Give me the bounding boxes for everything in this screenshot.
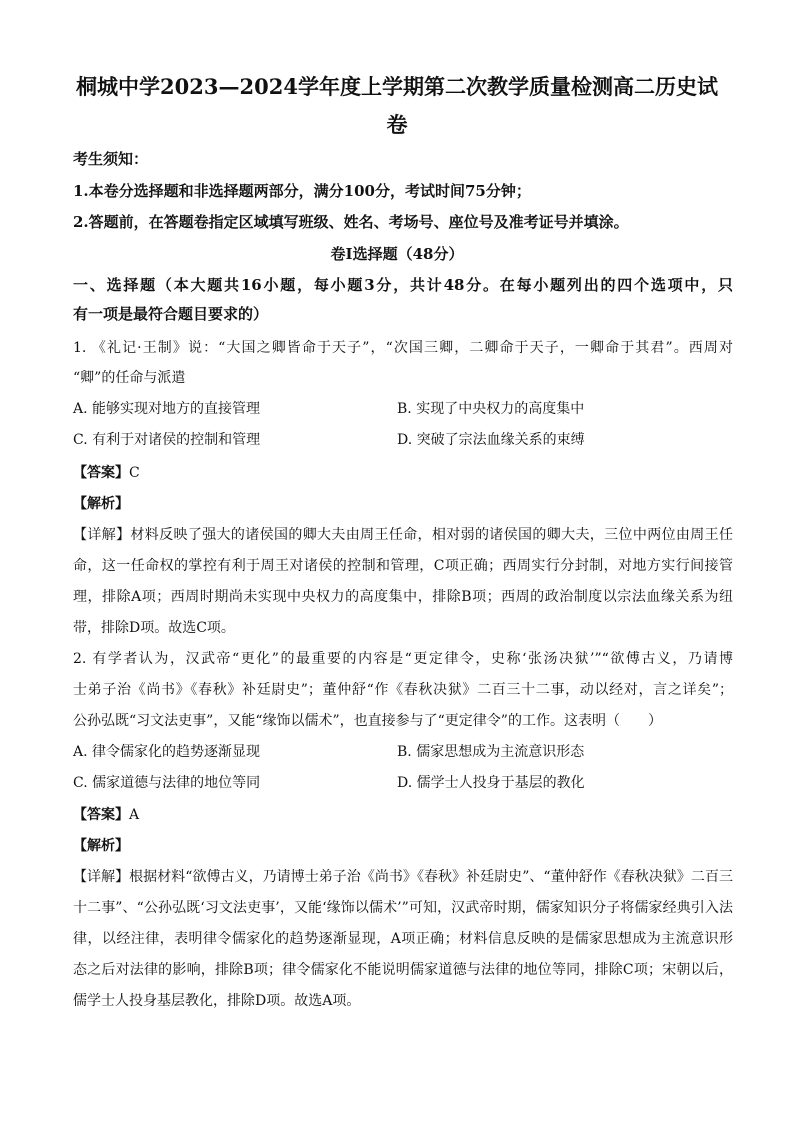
question-1-option-c: C. 有利于对诸侯的控制和管理 <box>73 432 261 448</box>
answer-value: A <box>129 807 140 823</box>
question-2-answer <box>73 806 139 824</box>
section-intro-line-2: 有一项是最符合题目要求的） <box>73 305 269 323</box>
question-1-option-b: B. 实现了中央权力的高度集中 <box>397 401 585 417</box>
question-2-detail-line-5: 儒学士人投身基层教化，排除D项。故选A项。 <box>73 993 361 1009</box>
question-2-option-b: B. 儒家思想成为主流意识形态 <box>397 744 585 760</box>
notice-item-2: 2.答题前，在答题卷指定区域填写班级、姓名、考场号、座位号及准考证号并填涂。 <box>73 213 629 231</box>
question-2-option-c: C. 儒家道德与法律的地位等同 <box>73 775 261 791</box>
answer-label: 【答案】 <box>73 465 129 481</box>
question-1-stem-line-2: “卿”的任命与派遣 <box>73 370 186 386</box>
question-2-detail-line-4: 态之后对法律的影响，排除B项；律令儒家化不能说明儒家道德与法律的地位等同，排除C项；宋朝以后， <box>73 962 733 978</box>
question-1-stem-line-1: 1. 《礼记·王制》说：“大国之卿皆命于天子”，“次国三卿，二卿命于天子，一卿命于其君”。西周对 <box>73 340 733 356</box>
question-2-option-d: D. 儒学士人投身于基层的教化 <box>397 775 585 791</box>
question-1-option-d: D. 突破了宗法血缘关系的束缚 <box>397 432 585 448</box>
notice-heading: 考生须知： <box>73 150 149 168</box>
question-2-stem-line-1: 2. 有学者认为，汉武帝“更化”的最重要的内容是“更定律令，史称‘张汤决狱’”“欲傅古义，乃请博 <box>73 651 733 667</box>
question-1-detail-line-1: 【详解】材料反映了强大的诸侯国的卿大夫由周王任命，相对弱的诸侯国的卿大夫，三位中两位由周王任 <box>73 527 733 543</box>
question-1-detail-line-2: 命，这一任命权的掌控有利于周王对诸侯的控制和管理，C项正确；西周实行分封制，对地方实行间接管 <box>73 558 733 574</box>
answer-value: C <box>129 465 140 481</box>
question-2-option-a: A. 律令儒家化的趋势逐渐显现 <box>73 744 261 760</box>
question-2-stem-line-3: 公孙弘既“习文法吏事”，又能“缘饰以儒术”，也直接参与了“更定律令”的工作。这表明（ ） <box>73 713 662 729</box>
notice-item-1: 1.本卷分选择题和非选择题两部分，满分100分，考试时间75分钟； <box>73 182 531 200</box>
question-1-answer <box>73 464 140 482</box>
question-2-detail-line-1: 【详解】根据材料“欲傅古义，乃请博士弟子治《尚书》《春秋》补廷尉史”、“董仲舒作《春秋决狱》二百三 <box>73 869 733 885</box>
question-1-detail-line-4: 带，排除D项。故选C项。 <box>73 620 235 636</box>
question-2-stem-line-2: 士弟子治《尚书》《春秋》补廷尉史”；董仲舒“作《春秋决狱》二百三十二事，动以经对，言之详矣”； <box>73 682 733 698</box>
question-2-detail-line-2: 十二事”、“公孙弘既‘习文法吏事’，又能‘缘饰以儒术’”可知，汉武帝时期，儒家知识分子将儒家经典引入法 <box>73 900 733 916</box>
answer-label: 【答案】 <box>73 807 129 823</box>
question-2-analysis-label: 【解析】 <box>73 838 129 854</box>
question-1-detail-line-3: 理，排除A项；西周时期尚未实现中央权力的高度集中，排除B项；西周的政治制度以宗法血缘关系为纽 <box>73 589 733 605</box>
question-1-analysis-label: 【解析】 <box>73 496 129 512</box>
question-1-option-a: A. 能够实现对地方的直接管理 <box>73 401 261 417</box>
exam-title-line-2: 卷 <box>386 112 408 137</box>
section-intro-line-1: 一、选择题（本大题共16小题，每小题3分，共计48分。在每小题列出的四个选项中，只 <box>73 276 733 294</box>
question-2-detail-line-3: 律，以经注律，表明律令儒家化的趋势逐渐显现，A项正确；材料信息反映的是儒家思想成为主流意识形 <box>73 931 733 947</box>
exam-title-line-1: 桐城中学2023—2024学年度上学期第二次教学质量检测高二历史试 <box>76 74 718 99</box>
section-title: 卷I选择题（48分） <box>330 245 464 263</box>
